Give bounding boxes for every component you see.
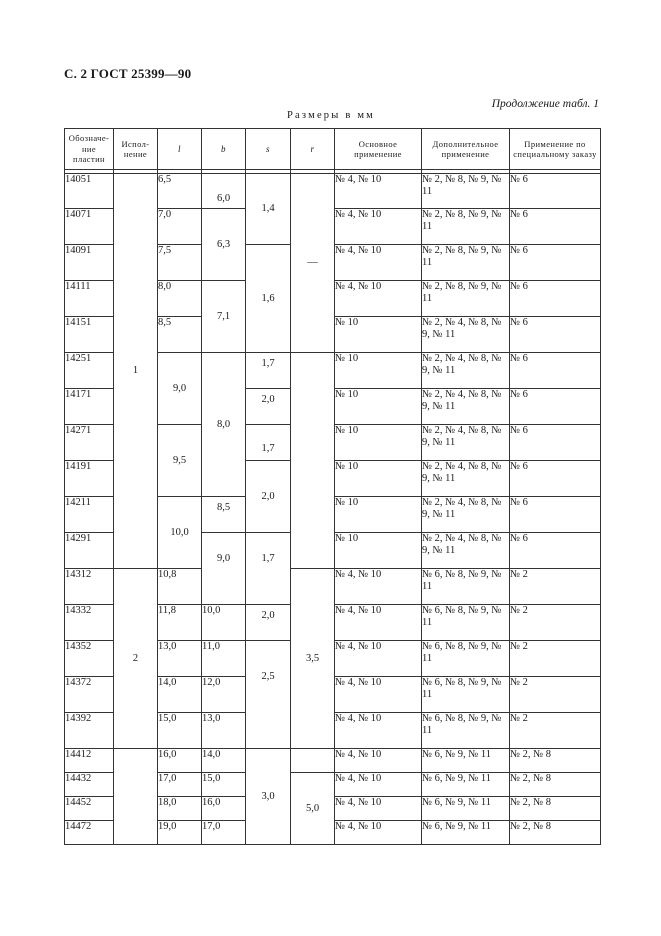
s-cell: 1,7 — [246, 353, 291, 389]
special-order-cell: № 2 — [510, 569, 601, 605]
special-order-cell: № 6 — [510, 245, 601, 281]
table-row — [65, 569, 601, 605]
col-additional-use: Дополнительное применение — [422, 129, 510, 170]
table-row — [65, 749, 601, 773]
special-order-cell: № 2, № 8 — [510, 797, 601, 821]
main-use-cell: № 4, № 10 — [335, 245, 422, 281]
dimensions-caption: Размеры в мм — [287, 110, 376, 121]
plate-code: 14271 — [65, 425, 114, 461]
main-use-cell: № 4, № 10 — [335, 773, 422, 797]
special-order-cell: № 6 — [510, 317, 601, 353]
table-header-row — [65, 129, 601, 170]
additional-use-cell: № 6, № 8, № 9, № 11 — [422, 605, 510, 641]
plate-code: 14071 — [65, 209, 114, 245]
variant-cell — [114, 749, 158, 845]
additional-use-cell: № 6, № 8, № 9, № 11 — [422, 713, 510, 749]
b-cell: 16,0 — [202, 797, 246, 821]
l-cell: 7,0 — [158, 209, 202, 245]
main-use-cell: № 4, № 10 — [335, 797, 422, 821]
additional-use-cell: № 2, № 4, № 8, № 9, № 11 — [422, 497, 510, 533]
additional-use-cell: № 2, № 4, № 8, № 9, № 11 — [422, 425, 510, 461]
plate-code: 14051 — [65, 174, 114, 209]
main-use-cell: № 10 — [335, 389, 422, 425]
special-order-cell: № 6 — [510, 174, 601, 209]
special-order-cell: № 2 — [510, 677, 601, 713]
special-order-cell: № 2, № 8 — [510, 773, 601, 797]
main-use-cell: № 10 — [335, 353, 422, 389]
additional-use-cell: № 2, № 4, № 8, № 9, № 11 — [422, 317, 510, 353]
r-cell — [291, 749, 335, 773]
l-cell: 8,0 — [158, 281, 202, 317]
main-use-cell: № 4, № 10 — [335, 677, 422, 713]
variant-cell: 2 — [114, 569, 158, 749]
b-cell: 8,0 — [202, 353, 246, 497]
main-use-cell: № 4, № 10 — [335, 209, 422, 245]
special-order-cell: № 6 — [510, 533, 601, 569]
additional-use-cell: № 2, № 4, № 8, № 9, № 11 — [422, 389, 510, 425]
special-order-cell: № 6 — [510, 497, 601, 533]
l-cell: 16,0 — [158, 749, 202, 773]
plate-code: 14091 — [65, 245, 114, 281]
additional-use-cell: № 2, № 8, № 9, № 11 — [422, 174, 510, 209]
main-use-cell: № 10 — [335, 533, 422, 569]
col-special-order: Применение по специальному заказу — [510, 129, 601, 170]
b-cell: 7,1 — [202, 281, 246, 353]
b-cell: 10,0 — [202, 605, 246, 641]
special-order-cell: № 2 — [510, 713, 601, 749]
main-use-cell: № 10 — [335, 497, 422, 533]
b-cell: 6,3 — [202, 209, 246, 281]
r-cell: 5,0 — [291, 773, 335, 845]
special-order-cell: № 6 — [510, 389, 601, 425]
l-cell: 13,0 — [158, 641, 202, 677]
b-cell: 17,0 — [202, 821, 246, 845]
col-main-use: Основное применение — [335, 129, 422, 170]
plate-code: 14251 — [65, 353, 114, 389]
l-cell: 10,8 — [158, 569, 202, 605]
main-use-cell: № 4, № 10 — [335, 821, 422, 845]
s-cell: 2,0 — [246, 461, 291, 533]
plate-code: 14452 — [65, 797, 114, 821]
r-cell — [291, 353, 335, 569]
additional-use-cell: № 6, № 8, № 9, № 11 — [422, 677, 510, 713]
col-s: s — [246, 129, 291, 170]
special-order-cell: № 6 — [510, 353, 601, 389]
col-r: r — [291, 129, 335, 170]
main-use-cell: № 10 — [335, 317, 422, 353]
main-use-cell: № 4, № 10 — [335, 569, 422, 605]
b-cell: 14,0 — [202, 749, 246, 773]
additional-use-cell: № 2, № 8, № 9, № 11 — [422, 281, 510, 317]
special-order-cell: № 6 — [510, 281, 601, 317]
l-cell: 14,0 — [158, 677, 202, 713]
s-cell: 1,7 — [246, 533, 291, 605]
l-cell: 15,0 — [158, 713, 202, 749]
l-cell: 7,5 — [158, 245, 202, 281]
l-cell: 9,0 — [158, 353, 202, 425]
plate-code: 14211 — [65, 497, 114, 533]
main-use-cell: № 4, № 10 — [335, 605, 422, 641]
plate-code: 14312 — [65, 569, 114, 605]
plate-code: 14392 — [65, 713, 114, 749]
b-cell: 12,0 — [202, 677, 246, 713]
plate-code: 14352 — [65, 641, 114, 677]
l-cell: 6,5 — [158, 174, 202, 209]
additional-use-cell: № 2, № 8, № 9, № 11 — [422, 245, 510, 281]
s-cell: 2,5 — [246, 641, 291, 749]
plates-table — [64, 128, 601, 845]
special-order-cell: № 6 — [510, 209, 601, 245]
plate-code: 14191 — [65, 461, 114, 497]
table-continuation-note: Продолжение табл. 1 — [491, 98, 599, 110]
plate-code: 14372 — [65, 677, 114, 713]
l-cell: 8,5 — [158, 317, 202, 353]
page-header: С. 2 ГОСТ 25399—90 — [64, 66, 192, 81]
l-cell: 19,0 — [158, 821, 202, 845]
b-cell: 9,0 — [202, 533, 246, 605]
special-order-cell: № 2, № 8 — [510, 749, 601, 773]
s-cell: 1,4 — [246, 174, 291, 245]
additional-use-cell: № 2, № 4, № 8, № 9, № 11 — [422, 461, 510, 497]
l-cell: 11,8 — [158, 605, 202, 641]
plate-code: 14332 — [65, 605, 114, 641]
plate-code: 14151 — [65, 317, 114, 353]
special-order-cell: № 6 — [510, 425, 601, 461]
additional-use-cell: № 6, № 9, № 11 — [422, 797, 510, 821]
additional-use-cell: № 2, № 4, № 8, № 9, № 11 — [422, 353, 510, 389]
s-cell: 1,7 — [246, 425, 291, 461]
b-cell: 11,0 — [202, 641, 246, 677]
additional-use-cell: № 2, № 8, № 9, № 11 — [422, 209, 510, 245]
plate-code: 14171 — [65, 389, 114, 425]
b-cell: 13,0 — [202, 713, 246, 749]
additional-use-cell: № 6, № 9, № 11 — [422, 773, 510, 797]
s-cell: 1,6 — [246, 245, 291, 353]
main-use-cell: № 4, № 10 — [335, 174, 422, 209]
main-use-cell: № 4, № 10 — [335, 749, 422, 773]
additional-use-cell: № 6, № 8, № 9, № 11 — [422, 569, 510, 605]
special-order-cell: № 2 — [510, 605, 601, 641]
additional-use-cell: № 6, № 8, № 9, № 11 — [422, 641, 510, 677]
plate-code: 14432 — [65, 773, 114, 797]
col-b: b — [202, 129, 246, 170]
r-cell: — — [291, 174, 335, 353]
additional-use-cell: № 6, № 9, № 11 — [422, 821, 510, 845]
variant-cell: 1 — [114, 174, 158, 569]
special-order-cell: № 2, № 8 — [510, 821, 601, 845]
col-variant: Испол-нение — [114, 129, 158, 170]
main-use-cell: № 4, № 10 — [335, 641, 422, 677]
r-cell: 3,5 — [291, 569, 335, 749]
table-row — [65, 174, 601, 209]
special-order-cell: № 2 — [510, 641, 601, 677]
main-use-cell: № 4, № 10 — [335, 713, 422, 749]
special-order-cell: № 6 — [510, 461, 601, 497]
b-cell: 8,5 — [202, 497, 246, 533]
additional-use-cell: № 2, № 4, № 8, № 9, № 11 — [422, 533, 510, 569]
l-cell: 9,5 — [158, 425, 202, 497]
s-cell: 2,0 — [246, 605, 291, 641]
b-cell: 15,0 — [202, 773, 246, 797]
l-cell: 10,0 — [158, 497, 202, 569]
additional-use-cell: № 6, № 9, № 11 — [422, 749, 510, 773]
b-cell: 6,0 — [202, 174, 246, 209]
main-use-cell: № 10 — [335, 425, 422, 461]
plate-code: 14111 — [65, 281, 114, 317]
plate-code: 14291 — [65, 533, 114, 569]
l-cell: 17,0 — [158, 773, 202, 797]
plate-code: 14412 — [65, 749, 114, 773]
s-cell: 2,0 — [246, 389, 291, 425]
col-l: l — [158, 129, 202, 170]
col-designation: Обозначе-ние пластин — [65, 129, 114, 170]
main-use-cell: № 4, № 10 — [335, 281, 422, 317]
plate-code: 14472 — [65, 821, 114, 845]
l-cell: 18,0 — [158, 797, 202, 821]
main-use-cell: № 10 — [335, 461, 422, 497]
s-cell: 3,0 — [246, 749, 291, 845]
